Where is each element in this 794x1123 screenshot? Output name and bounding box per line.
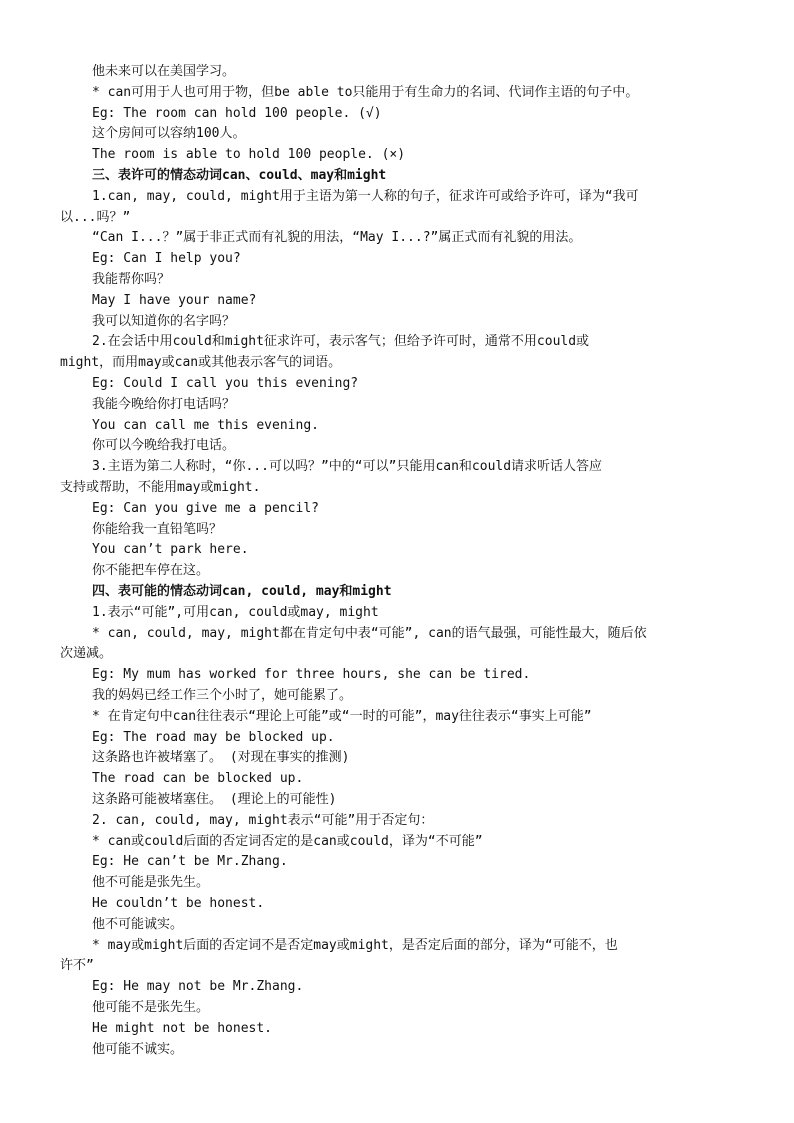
text-line: 1.can, may, could, might用于主语为第一人称的句子，征求许可或给予许可，译为“我可	[92, 189, 639, 204]
text-line: 我可以知道你的名字吗？	[92, 314, 236, 329]
text-line: 他不可能诚实。	[92, 917, 184, 932]
text-line: 以...吗？”	[60, 210, 131, 225]
text-line: 我能帮你吗？	[92, 272, 171, 287]
text-line: Eg: The room can hold 100 people. (√)	[92, 106, 382, 121]
text-line: May I have your name?	[92, 293, 257, 308]
text-line: You can’t park here.	[92, 542, 249, 557]
text-line: 2.在会话中用could和might征求许可，表示客气；但给予许可时，通常不用could或	[92, 334, 590, 349]
text-line: 这个房间可以容纳100人。	[92, 126, 246, 141]
text-line: He couldn’t be honest.	[92, 896, 265, 911]
text-line: 你可以今晚给我打电话。	[92, 438, 236, 453]
text-line: “Can I...？”属于非正式而有礼貌的用法，“May I...?”属正式而有礼貌的用法。	[92, 230, 582, 245]
text-line: 他可能不是张先生。	[92, 1000, 210, 1015]
text-line: might，而用may或can或其他表示客气的词语。	[60, 355, 342, 370]
section-heading: 三、表许可的情态动词can、could、may和might	[92, 168, 387, 183]
text-line: Eg: The road may be blocked up.	[92, 730, 335, 745]
text-line: 他未来可以在美国学习。	[92, 64, 236, 79]
text-line: 这条路可能被堵塞住。 (理论上的可能性)	[92, 792, 337, 807]
text-line: * can可用于人也可用于物，但be able to只能用于有生命力的名词、代词作主语的句子中。	[92, 85, 639, 100]
text-line: 他可能不诚实。	[92, 1042, 184, 1057]
text-line: 这条路也许被堵塞了。 (对现在事实的推测)	[92, 750, 350, 765]
text-line: * may或might后面的否定词不是否定may或might，是否定后面的部分，译为“可能不，也	[92, 938, 618, 953]
text-line: 我能今晚给你打电话吗？	[92, 397, 236, 412]
text-line: 次递减。	[60, 646, 113, 661]
text-line: Eg: Could I call you this evening?	[92, 376, 359, 391]
text-line: 他不可能是张先生。	[92, 875, 210, 890]
text-line: The road can be blocked up.	[92, 771, 304, 786]
text-line: The room is able to hold 100 people. (×)	[92, 147, 406, 162]
text-line: Eg: Can I help you?	[92, 251, 241, 266]
section-heading: 四、表可能的情态动词can, could, may和might	[92, 584, 392, 599]
text-line: 许不”	[60, 958, 94, 973]
text-line: * can, could, may, might都在肯定句中表“可能”, can的语气最强，可能性最大，随后依	[92, 626, 647, 641]
text-line: You can call me this evening.	[92, 418, 319, 433]
text-line: 2. can, could, may, might表示“可能”用于否定句：	[92, 813, 434, 828]
text-line: 1.表示“可能”,可用can, could或may, might	[92, 605, 379, 620]
text-line: * can或could后面的否定词否定的是can或could，译为“不可能”	[92, 834, 483, 849]
text-line: 3.主语为第二人称时，“你...可以吗？”中的“可以”只能用can和could请求听话人答应	[92, 459, 603, 474]
text-line: 你能给我一直铅笔吗？	[92, 522, 223, 537]
text-line: Eg: My mum has worked for three hours, she can be tired.	[92, 667, 531, 682]
text-line: He might not be honest.	[92, 1021, 273, 1036]
text-line: 你不能把车停在这。	[92, 563, 210, 578]
text-line: Eg: He can’t be Mr.Zhang.	[92, 854, 288, 869]
text-line: * 在肯定句中can往往表示“理论上可能”或“一时的可能”，may往往表示“事实上可能”	[92, 709, 592, 724]
text-line: 我的妈妈已经工作三个小时了，她可能累了。	[92, 688, 353, 703]
text-line: 支持或帮助，不能用may或might.	[60, 480, 261, 495]
text-line: Eg: He may not be Mr.Zhang.	[92, 979, 304, 994]
text-line: Eg: Can you give me a pencil?	[92, 501, 319, 516]
